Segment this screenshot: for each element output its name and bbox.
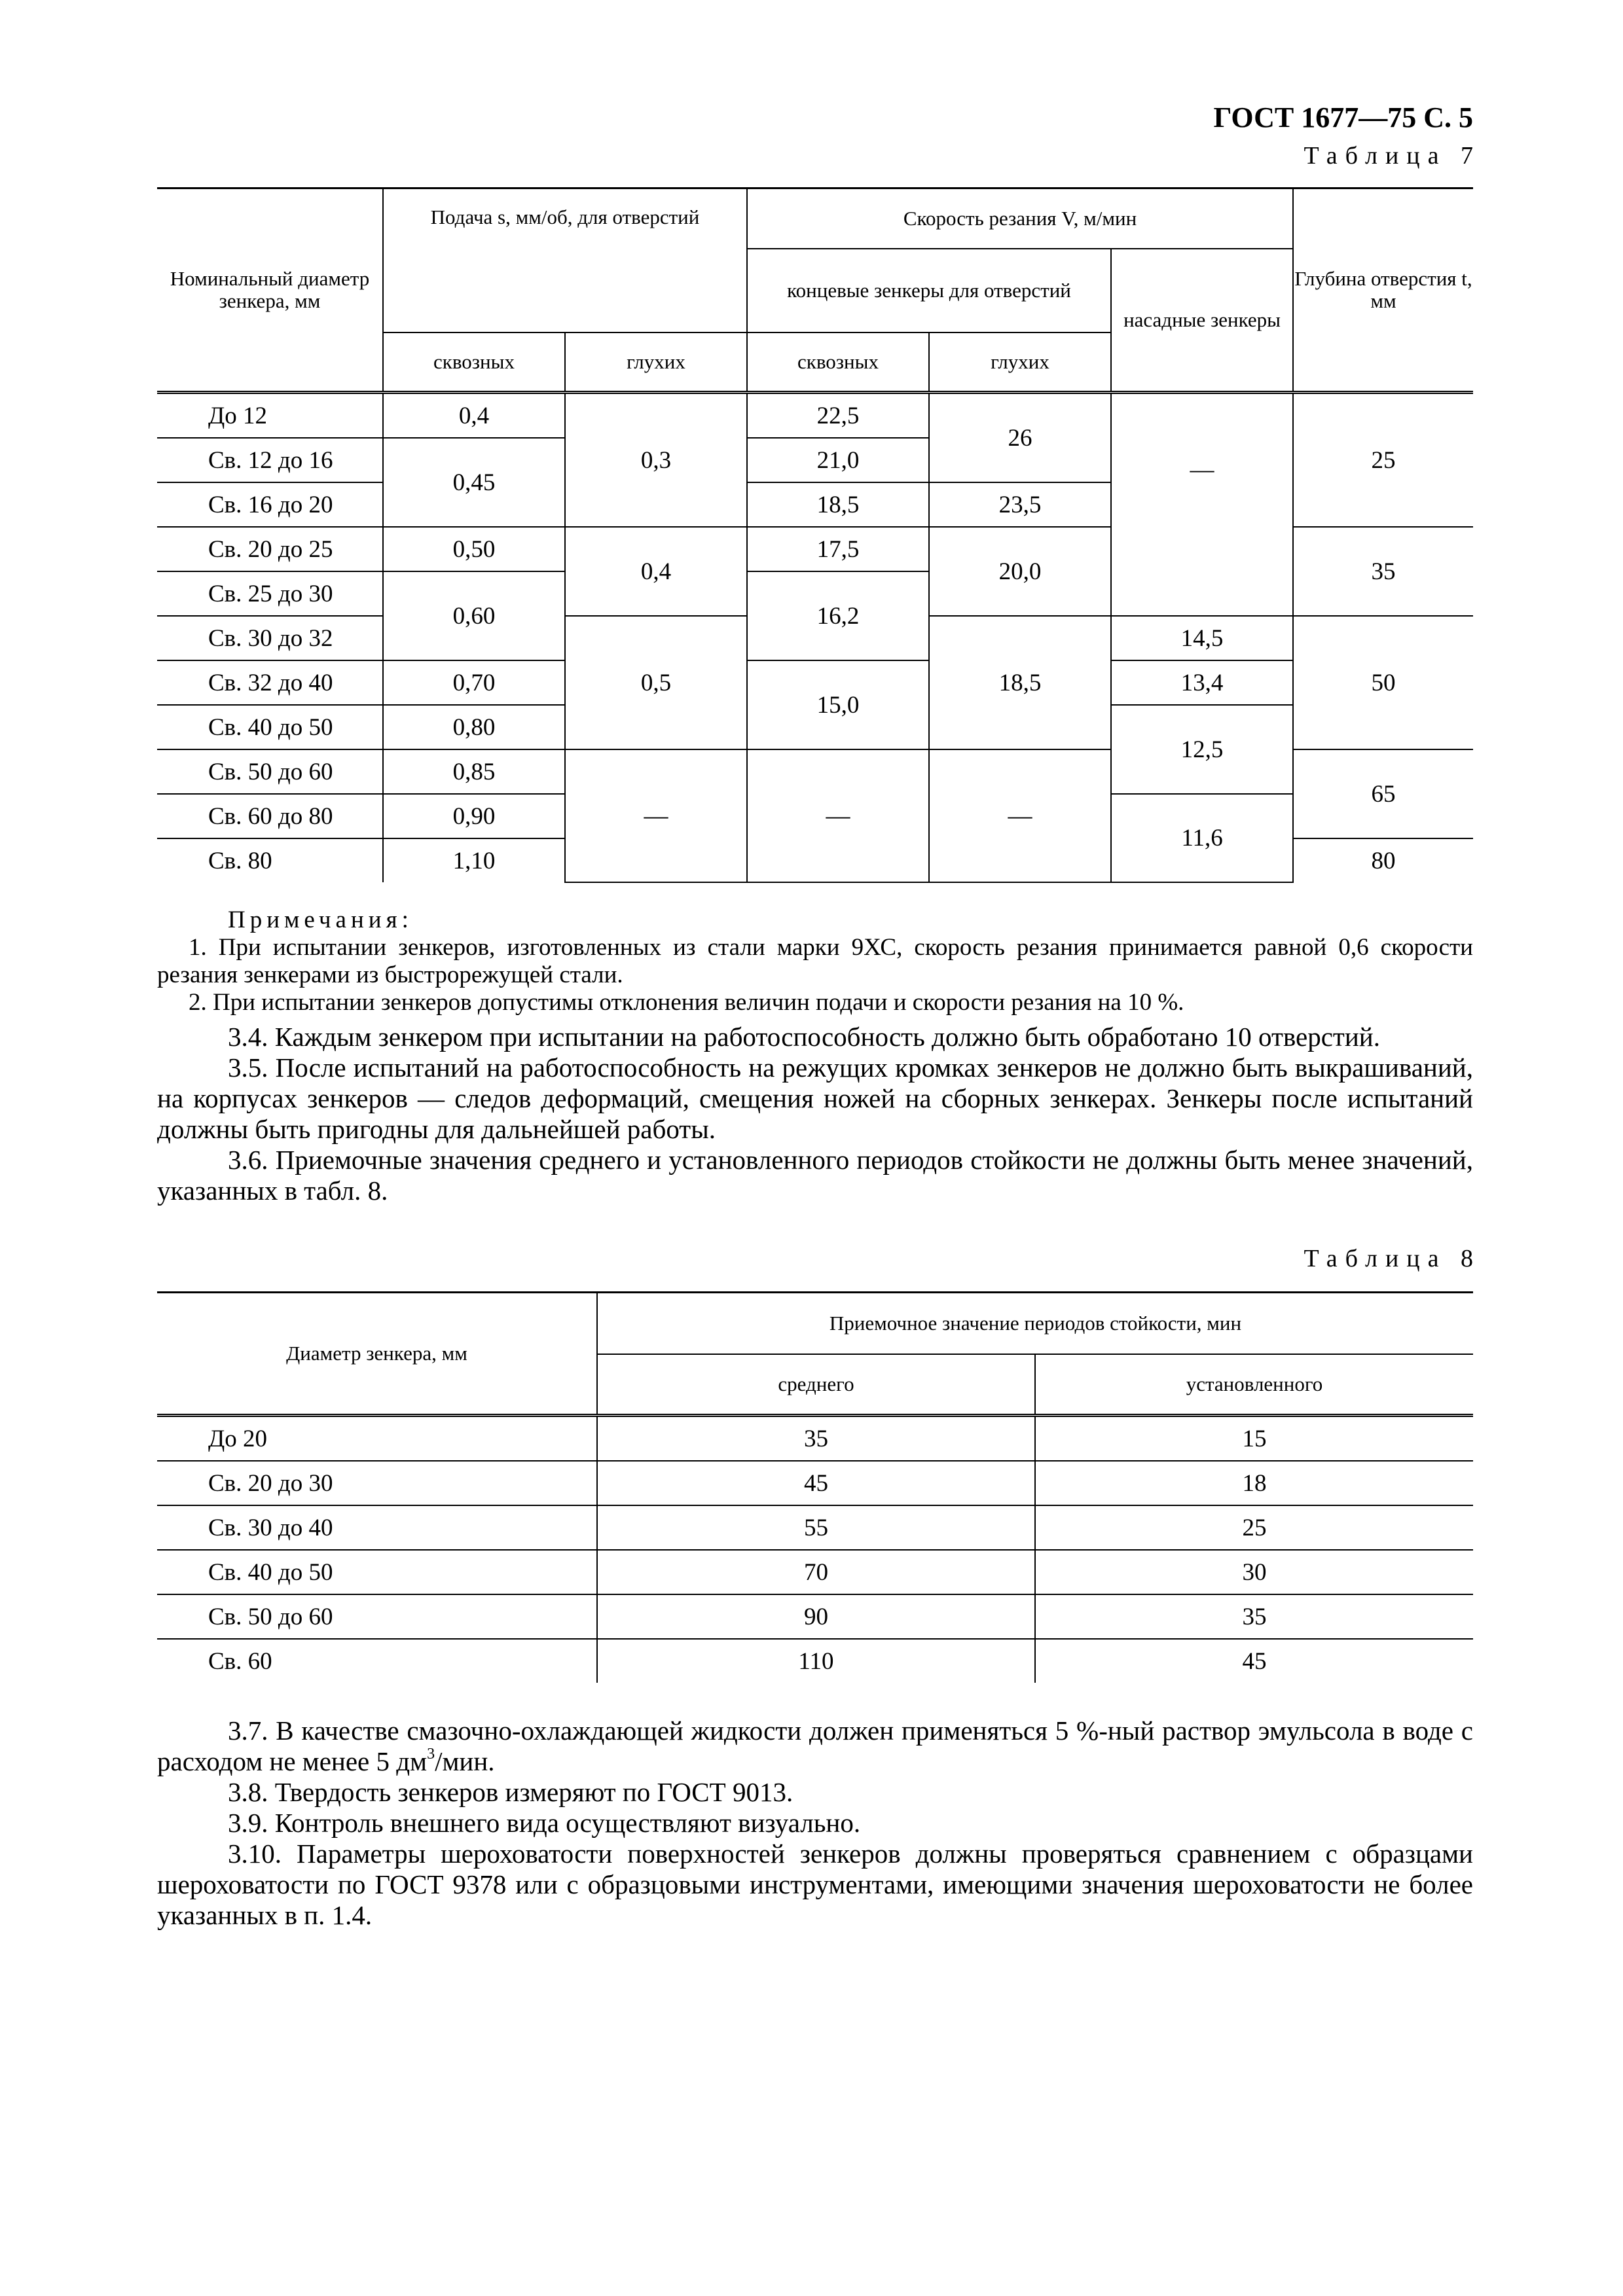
paragraph-3-8: 3.8. Твердость зенкеров измеряют по ГОСТ 9013. bbox=[228, 1777, 793, 1807]
table7-caption: Таблица 7 bbox=[1304, 142, 1481, 170]
header-end-mill: концевые зенкеры для отверстий bbox=[747, 249, 1111, 332]
paragraphs-3-4-to-3-6 bbox=[157, 1022, 1473, 1206]
cell-feed-blind: 0,4 bbox=[565, 527, 747, 616]
page-header: ГОСТ 1677—75 С. 5 bbox=[1213, 101, 1473, 134]
cell-speed-shell: 14,5 bbox=[1111, 616, 1293, 660]
cell-diameter: Св. 60 bbox=[157, 1639, 597, 1683]
paragraph-3-9: 3.9. Контроль внешнего вида осуществляют визуально. bbox=[228, 1808, 861, 1838]
cell-speed-shell: 11,6 bbox=[1111, 794, 1293, 882]
cell-mean: 90 bbox=[597, 1594, 1035, 1639]
header-speed-through: сквозных bbox=[747, 332, 929, 393]
header-feed-blind: глухих bbox=[565, 332, 747, 393]
cell-diameter: Св. 20 до 30 bbox=[157, 1461, 597, 1505]
cell-set: 30 bbox=[1035, 1550, 1473, 1594]
cell-speed-through: 16,2 bbox=[747, 571, 929, 660]
header-diameter: Номинальный диаметр зенкера, мм bbox=[157, 188, 383, 393]
note-1: 1. При испытании зенкеров, изготовленных из стали марки 9ХС, скорость резания принимается равной 0,6 скорости резания зенкерами из быстрорежущей стали. bbox=[157, 934, 1473, 988]
cell-feed-through: 1,10 bbox=[383, 838, 565, 882]
cell-diameter: Св. 50 до 60 bbox=[157, 749, 383, 794]
cell-speed-blind: 18,5 bbox=[929, 616, 1111, 749]
table-row bbox=[157, 1416, 1473, 1462]
cell-speed-through: — bbox=[747, 749, 929, 882]
paragraphs-3-7-to-3-10 bbox=[157, 1715, 1473, 1931]
cell-feed-through: 0,80 bbox=[383, 705, 565, 749]
cell-diameter: Св. 50 до 60 bbox=[157, 1594, 597, 1639]
notes-block bbox=[157, 906, 1473, 1016]
table-7 bbox=[157, 187, 1473, 883]
cell-mean: 55 bbox=[597, 1505, 1035, 1550]
cell-mean: 45 bbox=[597, 1461, 1035, 1505]
cell-depth: 35 bbox=[1293, 527, 1473, 616]
table-row bbox=[157, 1461, 1473, 1505]
cell-diameter: Св. 60 до 80 bbox=[157, 794, 383, 838]
header-speed-blind: глухих bbox=[929, 332, 1111, 393]
cell-mean: 70 bbox=[597, 1550, 1035, 1594]
paragraph-3-7: 3.7. В качестве смазочно-охлаждающей жидкости должен применяться 5 %-ный раствор эмульсола в воде с расходом не менее 5 $дм^3$/мин. bbox=[157, 1715, 1473, 1776]
table8-caption: Таблица 8 bbox=[1304, 1245, 1481, 1272]
cell-diameter: Св. 30 до 32 bbox=[157, 616, 383, 660]
cell-diameter: Св. 25 до 30 bbox=[157, 571, 383, 616]
paragraph-3-5: 3.5. После испытаний на работоспособность на режущих кромках зенкеров не должно быть выкрашиваний, на корпусах зенкеров — следов деформаций, смещения ножей на сборных зенкерах. Зенкеры после испытаний должны быть пригодны для дальнейшей работы. bbox=[157, 1052, 1473, 1144]
cell-depth: 65 bbox=[1293, 749, 1473, 838]
cell-diameter: Св. 80 bbox=[157, 838, 383, 882]
cell-depth: 50 bbox=[1293, 616, 1473, 749]
table-row bbox=[157, 1639, 1473, 1683]
cell-set: 45 bbox=[1035, 1639, 1473, 1683]
cell-speed-shell: — bbox=[1111, 393, 1293, 617]
header-speed: Скорость резания V, м/мин bbox=[747, 188, 1293, 249]
cell-speed-through: 22,5 bbox=[747, 393, 929, 439]
cell-speed-through: 15,0 bbox=[747, 660, 929, 749]
cell-feed-through: 0,45 bbox=[383, 438, 565, 527]
cell-feed-blind: 0,5 bbox=[565, 616, 747, 749]
note-2: 2. При испытании зенкеров допустимы отклонения величин подачи и скорости резания на 10 %. bbox=[189, 989, 1184, 1016]
cell-depth: 80 bbox=[1293, 838, 1473, 882]
cell-speed-blind: — bbox=[929, 749, 1111, 882]
cell-feed-through: 0,4 bbox=[383, 393, 565, 439]
header-depth: Глубина отверстия t, мм bbox=[1293, 188, 1473, 393]
paragraph-3-6: 3.6. Приемочные значения среднего и установленного периодов стойкости не должны быть менее значений, указанных в табл. 8. bbox=[157, 1145, 1473, 1206]
cell-diameter: Св. 40 до 50 bbox=[157, 705, 383, 749]
cell-diameter: До 12 bbox=[157, 393, 383, 439]
header-shell: насадные зенкеры bbox=[1111, 249, 1293, 393]
notes-title: Примечания: bbox=[228, 906, 413, 933]
cell-feed-through: 0,70 bbox=[383, 660, 565, 705]
header-acceptance: Приемочное значение периодов стойкости, мин bbox=[597, 1293, 1473, 1354]
cell-diameter: Св. 30 до 40 bbox=[157, 1505, 597, 1550]
cell-speed-through: 21,0 bbox=[747, 438, 929, 482]
cell-diameter: Св. 16 до 20 bbox=[157, 482, 383, 527]
cell-feed-blind: — bbox=[565, 749, 747, 882]
cell-feed-blind: 0,3 bbox=[565, 393, 747, 528]
cell-speed-shell: 13,4 bbox=[1111, 660, 1293, 705]
header-feed-through: сквозных bbox=[383, 332, 565, 393]
table-row bbox=[157, 1594, 1473, 1639]
cell-feed-through: 0,90 bbox=[383, 794, 565, 838]
table-row bbox=[157, 1505, 1473, 1550]
cell-diameter: Св. 12 до 16 bbox=[157, 438, 383, 482]
cell-mean: 35 bbox=[597, 1416, 1035, 1462]
cell-set: 35 bbox=[1035, 1594, 1473, 1639]
cell-diameter: Св. 32 до 40 bbox=[157, 660, 383, 705]
cell-set: 18 bbox=[1035, 1461, 1473, 1505]
cell-set: 25 bbox=[1035, 1505, 1473, 1550]
cell-diameter: До 20 bbox=[157, 1416, 597, 1462]
cell-speed-blind: 20,0 bbox=[929, 527, 1111, 616]
header-diameter-8: Диаметр зенкера, мм bbox=[157, 1293, 597, 1416]
table-row bbox=[157, 1550, 1473, 1594]
cell-set: 15 bbox=[1035, 1416, 1473, 1462]
cell-speed-blind: 23,5 bbox=[929, 482, 1111, 527]
cell-feed-through: 0,85 bbox=[383, 749, 565, 794]
table-8 bbox=[157, 1291, 1473, 1683]
cell-diameter: Св. 40 до 50 bbox=[157, 1550, 597, 1594]
cell-diameter: Св. 20 до 25 bbox=[157, 527, 383, 571]
header-set: установленного bbox=[1035, 1354, 1473, 1416]
paragraph-3-10: 3.10. Параметры шероховатости поверхностей зенкеров должны проверяться сравнением с образцами шероховатости по ГОСТ 9378 или с образцовыми инструментами, имеющими значения шероховатости не более указанных в п. 1.4. bbox=[157, 1839, 1473, 1930]
paragraph-3-4: 3.4. Каждым зенкером при испытании на работоспособность должно быть обработано 10 отверстий. bbox=[228, 1022, 1380, 1052]
cell-depth: 25 bbox=[1293, 393, 1473, 528]
cell-mean: 110 bbox=[597, 1639, 1035, 1683]
cell-speed-through: 17,5 bbox=[747, 527, 929, 571]
cell-speed-blind: 26 bbox=[929, 393, 1111, 483]
header-feed: Подача s, мм/об, для отверстий bbox=[383, 188, 747, 332]
cell-speed-shell: 12,5 bbox=[1111, 705, 1293, 794]
cell-feed-through: 0,50 bbox=[383, 527, 565, 571]
header-mean: среднего bbox=[597, 1354, 1035, 1416]
cell-feed-through: 0,60 bbox=[383, 571, 565, 660]
cell-speed-through: 18,5 bbox=[747, 482, 929, 527]
document-page bbox=[157, 98, 1481, 1931]
